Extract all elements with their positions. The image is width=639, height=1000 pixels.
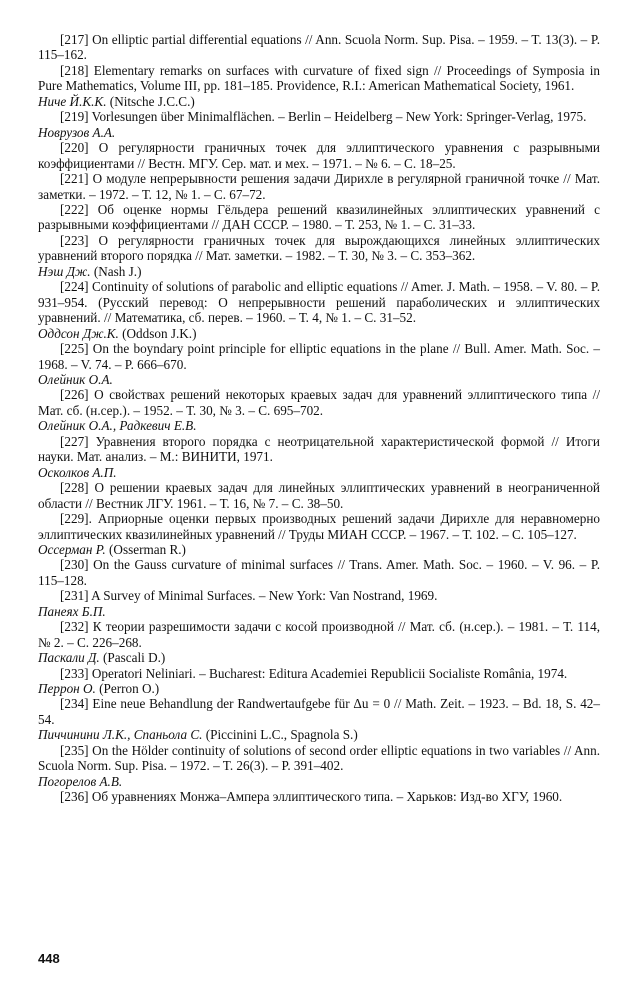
reference-entry: [233] Operatori Neliniari. – Bucharest: Editura Academiei Republicii Socialiste România, 1974. <box>60 665 568 681</box>
author-latin-name: (Nash J.) <box>93 263 142 279</box>
author-heading <box>38 94 600 109</box>
reference-entry: [230] On the Gauss curvature of minimal surfaces // Trans. Amer. Math. Soc. – 1960. – V. 96. – P. 115–128. <box>38 557 600 588</box>
reference-entry: [220] О регулярности граничных точек для эллиптического уравнения с разрывными коэффициентами // Вестн. МГУ. Сер. мат. и мех. – 1971. – № 6. – С. 18–25. <box>38 140 600 171</box>
reference-entry: [221] О модуле непрерывности решения задачи Дирихле в регулярной граничной точке // Мат. заметки. – 1972. – Т. 12, № 1. – С. 67–72. <box>38 171 600 202</box>
author-latin-name: (Nitsche J.C.C.) <box>109 93 195 109</box>
author-latin-name: (Osserman R.) <box>109 541 186 557</box>
reference-entry: [235] On the Hölder continuity of solutions of second order elliptic equations in two variables // Ann. Scuola Norm. Sup. Pisa. – 1972. – T. 26(3). – P. 391–402. <box>38 742 600 774</box>
author-name: Пиччинини Л.К., Спаньола С. <box>38 727 203 743</box>
author-heading <box>38 418 600 433</box>
author-heading <box>38 372 600 387</box>
reference-entry: [229]. Априорные оценки первых производных решений задачи Дирихле для неравномерно эллиптических квазилинейных уравнений // Труды МИАН СССР. – 1967. – Т. 102. – С. 105–127. <box>38 511 600 542</box>
page-number: 448 <box>38 951 60 966</box>
reference-entry: [234] Eine neue Behandlung der Randwertaufgebe für Δu = 0 // Math. Zeit. – 1923. – Bd. 18, S. 42–54. <box>38 696 600 727</box>
reference-entry: [227] Уравнения второго порядка с неотрицательной характеристической формой // Итоги науки. Мат. анализ. – М.: ВИНИТИ, 1971. <box>38 433 600 465</box>
reference-entry: [225] On the boyndary point principle for elliptic equations in the plane // Bull. Amer. Math. Soc. – 1968. – V. 74. – P. 666–670. <box>38 341 600 372</box>
reference-entry: [236] Об уравнениях Монжа–Ампера эллиптического типа. – Харьков: Изд-во ХГУ, 1960. <box>60 789 563 805</box>
reference-entry: [232] К теории разрешимости задачи с косой производной // Мат. сб. (н.сер.). – 1981. – Т. 114, № 2. – С. 226–268. <box>38 619 600 650</box>
author-heading <box>38 264 600 279</box>
author-heading <box>38 326 600 341</box>
author-heading <box>38 465 600 480</box>
author-latin-name: (Pascali D.) <box>103 650 166 666</box>
author-name: Ниче Й.К.К. <box>38 93 107 109</box>
author-heading <box>38 604 600 619</box>
author-heading <box>38 125 600 140</box>
reference-entry: [219] Vorlesungen über Minimalflächen. – Berlin – Heidelberg – New York: Springer-Verlag, 1975. <box>60 109 587 125</box>
author-heading <box>38 650 600 665</box>
author-name: Оссерман Р. <box>38 541 106 557</box>
bibliography-page <box>38 32 600 805</box>
author-name: Паскали Д. <box>38 650 100 666</box>
reference-entry: [224] Continuity of solutions of parabolic and elliptic equations // Amer. J. Math. – 1958. – V. 80. – P. 931–954. (Русский перевод: О непрерывности решений параболических и эллиптических уравнений. // Математика, сб. перев. – 1960. – Т. 4, № 1. – С. 31–52. <box>38 279 600 326</box>
reference-entry: [217] On elliptic partial differential equations // Ann. Scuola Norm. Sup. Pisa. – 1959. – T. 13(3). – P. 115–162. <box>38 32 600 63</box>
author-heading <box>38 681 600 696</box>
author-name: Оддсон Дж.К. <box>38 325 119 341</box>
author-heading <box>38 542 600 557</box>
reference-entry: [218] Elementary remarks on surfaces with curvature of fixed sign // Proceedings of Symposia in Pure Mathematics, Volume III, pp. 181–185. Providence, R.I.: American Mathematical Society, 1961. <box>38 62 600 94</box>
author-name: Перрон О. <box>38 681 96 697</box>
author-heading <box>38 774 600 789</box>
author-name: Осколков А.П. <box>38 464 117 480</box>
author-latin-name: (Piccinini L.C., Spagnola S.) <box>205 727 358 743</box>
author-latin-name: (Perron O.) <box>99 681 160 697</box>
reference-entry: [228] О решении краевых задач для линейных эллиптических уравнений в неограниченной области // Вестник ЛГУ. 1961. – Т. 16, № 7. – С. 38–50. <box>38 480 600 511</box>
author-name: Погорелов А.В. <box>38 773 123 789</box>
author-name: Олейник О.А., Радкевич Е.В. <box>38 418 197 434</box>
author-name: Панеях Б.П. <box>38 603 106 619</box>
author-name: Нэш Дж. <box>38 263 91 279</box>
author-latin-name: (Oddson J.K.) <box>122 325 197 341</box>
author-name: Олейник О.А. <box>38 371 113 387</box>
reference-entry: [223] О регулярности граничных точек для вырождающихся линейных эллиптических уравнений второго порядка // Мат. заметки. – 1982. – Т. 30, № 3. – С. 353–362. <box>38 232 600 264</box>
reference-entry: [222] Об оценке нормы Гёльдера решений квазилинейных эллиптических уравнений с разрывными коэффициентами // ДАН СССР. – 1980. – Т. 253, № 1. – С. 31–33. <box>38 201 600 233</box>
author-name: Новрузов А.А. <box>38 124 116 140</box>
author-heading <box>38 727 600 742</box>
reference-entry: [231] A Survey of Minimal Surfaces. – New York: Van Nostrand, 1969. <box>60 588 438 604</box>
reference-entry: [226] О свойствах решений некоторых краевых задач для уравнений эллиптического типа // Мат. сб. (н.сер.). – 1952. – Т. 30, № 3. – С. 695–702. <box>38 387 600 418</box>
